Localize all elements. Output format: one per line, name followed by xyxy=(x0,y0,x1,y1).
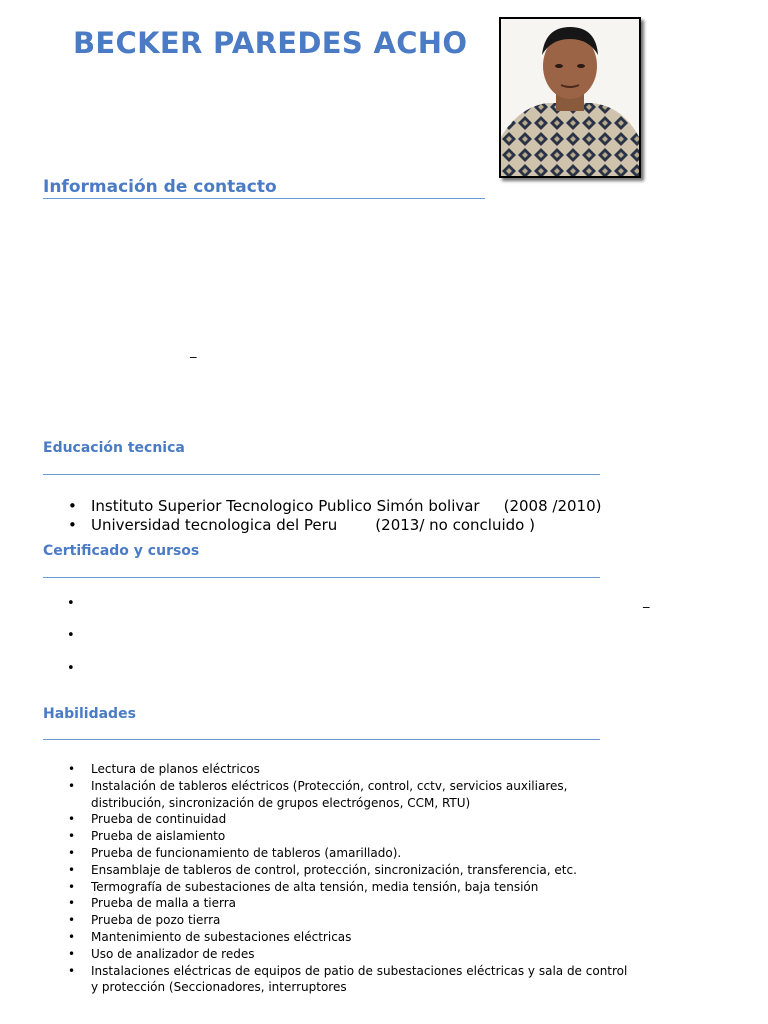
contact-divider xyxy=(43,198,485,199)
skills-divider xyxy=(43,739,600,740)
education-divider xyxy=(43,474,600,475)
skill-text: Prueba de continuidad xyxy=(91,812,227,827)
candidate-name: BECKER PAREDES ACHO xyxy=(73,26,468,60)
bullet: • xyxy=(68,778,76,793)
bullet: • xyxy=(68,896,76,911)
certificates-mark: _ xyxy=(643,594,650,609)
education-item xyxy=(68,516,601,535)
skill-item xyxy=(68,828,631,845)
skill-text: Mantenimiento de subestaciones eléctricas xyxy=(91,929,352,944)
skill-text: Instalaciones eléctricas de equipos de patio de subestaciones eléctricas y sala de control y protección (Seccionadores, interruptores xyxy=(91,963,628,995)
bullet: • xyxy=(68,497,77,515)
bullet: • xyxy=(68,879,76,894)
education-school: Universidad tecnologica del Peru xyxy=(91,516,338,534)
bullet: • xyxy=(68,862,76,877)
education-period: (2013/ no concluido ) xyxy=(375,516,535,534)
skill-text: Prueba de funcionamiento de tableros (amarillado). xyxy=(91,845,402,860)
bullet: • xyxy=(68,963,76,978)
bullet: • xyxy=(67,661,75,676)
education-period: (2008 /2010) xyxy=(503,497,602,515)
skill-item xyxy=(68,946,631,963)
skill-text: Instalación de tableros eléctricos (Protección, control, cctv, servicios auxiliares, distribución, sincronización de grupos electrógenos, CCM, RTU) xyxy=(91,778,568,810)
skill-item xyxy=(68,895,631,912)
skill-item xyxy=(68,845,631,862)
skill-item xyxy=(68,778,631,812)
skill-item xyxy=(68,761,631,778)
profile-photo xyxy=(499,17,641,178)
education-list xyxy=(68,497,602,535)
bullet: • xyxy=(67,628,75,643)
skill-item xyxy=(68,862,631,879)
education-section-title: Educación tecnica xyxy=(43,440,185,456)
portrait-image xyxy=(501,19,639,176)
skills-list xyxy=(68,761,631,996)
education-school: Instituto Superior Tecnologico Publico Simón bolivar xyxy=(91,497,480,515)
certificates-section-title: Certificado y cursos xyxy=(43,543,200,559)
bullet: • xyxy=(68,929,76,944)
bullet: • xyxy=(68,762,76,776)
skill-text: Prueba de pozo tierra xyxy=(91,913,221,928)
education-item xyxy=(68,497,602,516)
certificates-divider xyxy=(43,577,600,578)
skill-item xyxy=(68,811,631,828)
skill-text: Prueba de malla a tierra xyxy=(91,896,237,911)
skill-text: Termografía de subestaciones de alta tensión, media tensión, baja tensión xyxy=(91,879,539,894)
skill-item xyxy=(68,929,631,946)
skill-text: Uso de analizador de redes xyxy=(91,946,255,961)
skill-text: Prueba de aislamiento xyxy=(91,829,226,844)
bullet: • xyxy=(68,829,76,844)
bullet: • xyxy=(68,812,76,827)
skill-item xyxy=(68,912,631,929)
skill-item xyxy=(68,879,631,896)
bullet: • xyxy=(68,946,76,961)
contact-mark: _ xyxy=(190,344,197,359)
skill-text: Ensamblaje de tableros de control, protección, sincronización, transferencia, etc. xyxy=(91,862,577,877)
skill-text: Lectura de planos eléctricos xyxy=(91,762,260,776)
skill-item xyxy=(68,963,631,997)
bullet: • xyxy=(68,845,76,860)
bullet: • xyxy=(68,516,77,534)
bullet: • xyxy=(68,913,76,928)
bullet: • xyxy=(67,596,75,611)
contact-section-title: Información de contacto xyxy=(43,177,277,197)
skills-section-title: Habilidades xyxy=(43,706,136,722)
